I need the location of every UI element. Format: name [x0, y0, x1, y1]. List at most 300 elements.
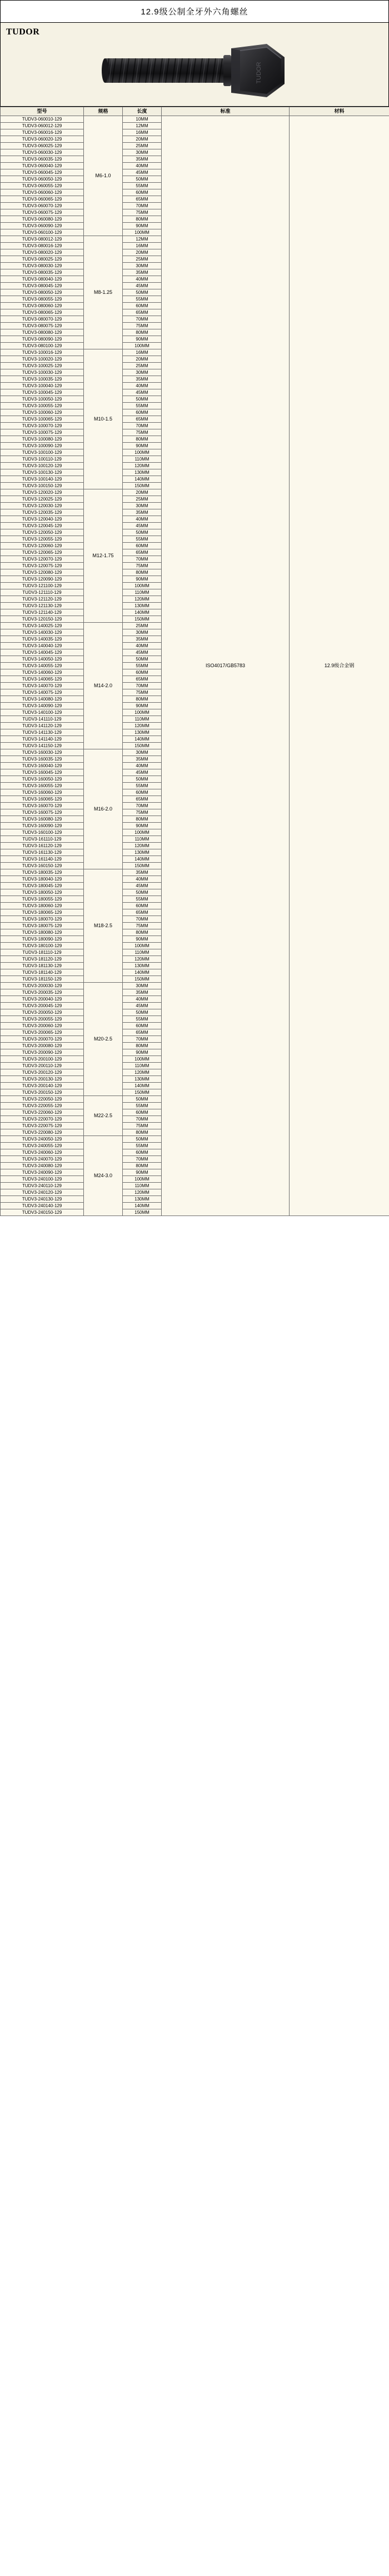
cell-model: TUDV3-181130-129	[1, 963, 84, 969]
cell-length: 65MM	[123, 196, 162, 203]
cell-model: TUDV3-080055-129	[1, 296, 84, 303]
cell-length: 130MM	[123, 849, 162, 856]
cell-spec: M24-3.0	[84, 1136, 123, 1216]
cell-model: TUDV3-200050-129	[1, 1009, 84, 1016]
cell-model: TUDV3-220075-129	[1, 1123, 84, 1129]
cell-spec: M20-2.5	[84, 983, 123, 1096]
cell-model: TUDV3-121100-129	[1, 583, 84, 589]
cell-length: 55MM	[123, 1143, 162, 1149]
cell-model: TUDV3-200100-129	[1, 1056, 84, 1063]
cell-model: TUDV3-220050-129	[1, 1096, 84, 1103]
cell-length: 70MM	[123, 316, 162, 323]
cell-length: 40MM	[123, 276, 162, 283]
cell-model: TUDV3-121120-129	[1, 596, 84, 603]
cell-length: 120MM	[123, 463, 162, 469]
cell-model: TUDV3-220055-129	[1, 1103, 84, 1109]
table-header-row	[1, 107, 389, 116]
cell-length: 70MM	[123, 423, 162, 429]
cell-model: TUDV3-140060-129	[1, 669, 84, 676]
cell-length: 30MM	[123, 629, 162, 636]
cell-model: TUDV3-060035-129	[1, 156, 84, 163]
cell-model: TUDV3-240090-129	[1, 1169, 84, 1176]
cell-model: TUDV3-200150-129	[1, 1089, 84, 1096]
cell-length: 100MM	[123, 229, 162, 236]
cell-length: 110MM	[123, 589, 162, 596]
cell-model: TUDV3-140035-129	[1, 636, 84, 643]
cell-model: TUDV3-100080-129	[1, 436, 84, 443]
cell-model: TUDV3-060025-129	[1, 143, 84, 149]
cell-length: 35MM	[123, 989, 162, 996]
cell-length: 150MM	[123, 976, 162, 983]
cell-length: 60MM	[123, 669, 162, 676]
cell-length: 55MM	[123, 896, 162, 903]
cell-length: 120MM	[123, 1189, 162, 1196]
cell-length: 140MM	[123, 476, 162, 483]
cell-model: TUDV3-140055-129	[1, 663, 84, 669]
cell-model: TUDV3-120025-129	[1, 496, 84, 503]
product-image-panel	[0, 22, 389, 107]
cell-model: TUDV3-160040-129	[1, 763, 84, 769]
cell-length: 30MM	[123, 503, 162, 509]
cell-length: 75MM	[123, 1123, 162, 1129]
cell-model: TUDV3-060045-129	[1, 169, 84, 176]
cell-model: TUDV3-120075-129	[1, 563, 84, 569]
cell-length: 50MM	[123, 1096, 162, 1103]
cell-length: 100MM	[123, 449, 162, 456]
cell-model: TUDV3-080100-129	[1, 343, 84, 349]
cell-length: 50MM	[123, 289, 162, 296]
cell-length: 55MM	[123, 403, 162, 409]
cell-length: 45MM	[123, 169, 162, 176]
cell-length: 60MM	[123, 903, 162, 909]
cell-model: TUDV3-121140-129	[1, 609, 84, 616]
cell-length: 40MM	[123, 996, 162, 1003]
column-header-length: 长度	[123, 107, 162, 116]
cell-length: 150MM	[123, 483, 162, 489]
cell-length: 50MM	[123, 176, 162, 183]
cell-model: TUDV3-100070-129	[1, 423, 84, 429]
cell-model: TUDV3-100040-129	[1, 383, 84, 389]
cell-length: 120MM	[123, 596, 162, 603]
cell-length: 40MM	[123, 876, 162, 883]
cell-length: 65MM	[123, 416, 162, 423]
cell-spec: M12-1.75	[84, 489, 123, 623]
cell-length: 120MM	[123, 723, 162, 729]
cell-length: 25MM	[123, 363, 162, 369]
cell-model: TUDV3-180055-129	[1, 896, 84, 903]
cell-model: TUDV3-181150-129	[1, 976, 84, 983]
cell-model: TUDV3-120070-129	[1, 556, 84, 563]
cell-model: TUDV3-180070-129	[1, 916, 84, 923]
column-header-standard: 标准	[162, 107, 290, 116]
cell-spec: M14-2.0	[84, 623, 123, 749]
cell-length: 90MM	[123, 1169, 162, 1176]
cell-standard: ISO4017/GB5783	[162, 116, 290, 1216]
cell-length: 75MM	[123, 809, 162, 816]
cell-length: 25MM	[123, 623, 162, 629]
cell-length: 60MM	[123, 1149, 162, 1156]
cell-length: 100MM	[123, 709, 162, 716]
cell-length: 130MM	[123, 1076, 162, 1083]
cell-model: TUDV3-200070-129	[1, 1036, 84, 1043]
specification-table	[0, 107, 389, 1216]
cell-length: 50MM	[123, 776, 162, 783]
cell-length: 70MM	[123, 203, 162, 209]
cell-model: TUDV3-200090-129	[1, 1049, 84, 1056]
cell-length: 50MM	[123, 656, 162, 663]
cell-model: TUDV3-080020-129	[1, 249, 84, 256]
cell-length: 60MM	[123, 189, 162, 196]
cell-length: 55MM	[123, 663, 162, 669]
cell-model: TUDV3-140080-129	[1, 696, 84, 703]
cell-length: 80MM	[123, 929, 162, 936]
cell-model: TUDV3-121110-129	[1, 589, 84, 596]
cell-model: TUDV3-080075-129	[1, 323, 84, 329]
cell-model: TUDV3-141110-129	[1, 716, 84, 723]
cell-length: 90MM	[123, 936, 162, 943]
cell-length: 80MM	[123, 1129, 162, 1136]
cell-length: 45MM	[123, 649, 162, 656]
cell-model: TUDV3-120020-129	[1, 489, 84, 496]
cell-length: 100MM	[123, 1176, 162, 1183]
cell-length: 60MM	[123, 789, 162, 796]
cell-length: 70MM	[123, 1156, 162, 1163]
cell-length: 110MM	[123, 836, 162, 843]
cell-model: TUDV3-100075-129	[1, 429, 84, 436]
cell-model: TUDV3-240055-129	[1, 1143, 84, 1149]
cell-length: 50MM	[123, 1009, 162, 1016]
cell-length: 55MM	[123, 783, 162, 789]
cell-model: TUDV3-140075-129	[1, 689, 84, 696]
cell-length: 40MM	[123, 383, 162, 389]
cell-model: TUDV3-161120-129	[1, 843, 84, 849]
cell-length: 30MM	[123, 749, 162, 756]
cell-model: TUDV3-200060-129	[1, 1023, 84, 1029]
cell-model: TUDV3-240080-129	[1, 1163, 84, 1169]
cell-model: TUDV3-060060-129	[1, 189, 84, 196]
cell-length: 75MM	[123, 563, 162, 569]
cell-model: TUDV3-160045-129	[1, 769, 84, 776]
cell-model: TUDV3-120045-129	[1, 523, 84, 529]
cell-length: 80MM	[123, 816, 162, 823]
cell-model: TUDV3-120030-129	[1, 503, 84, 509]
cell-spec: M22-2.5	[84, 1096, 123, 1136]
cell-model: TUDV3-181120-129	[1, 956, 84, 963]
cell-model: TUDV3-140065-129	[1, 676, 84, 683]
cell-length: 130MM	[123, 729, 162, 736]
cell-model: TUDV3-200045-129	[1, 1003, 84, 1009]
cell-length: 80MM	[123, 696, 162, 703]
cell-model: TUDV3-100060-129	[1, 409, 84, 416]
table-body	[1, 116, 389, 1216]
cell-model: TUDV3-060090-129	[1, 223, 84, 229]
cell-length: 140MM	[123, 969, 162, 976]
cell-model: TUDV3-200030-129	[1, 983, 84, 989]
cell-length: 120MM	[123, 843, 162, 849]
cell-model: TUDV3-060050-129	[1, 176, 84, 183]
cell-length: 100MM	[123, 943, 162, 949]
cell-length: 30MM	[123, 983, 162, 989]
cell-length: 80MM	[123, 436, 162, 443]
cell-length: 55MM	[123, 1103, 162, 1109]
cell-length: 130MM	[123, 963, 162, 969]
brand-label: TUDOR	[6, 27, 40, 37]
cell-model: TUDV3-100020-129	[1, 356, 84, 363]
cell-model: TUDV3-060080-129	[1, 216, 84, 223]
cell-length: 80MM	[123, 1043, 162, 1049]
cell-model: TUDV3-140070-129	[1, 683, 84, 689]
cell-length: 110MM	[123, 456, 162, 463]
cell-model: TUDV3-180065-129	[1, 909, 84, 916]
cell-model: TUDV3-200035-129	[1, 989, 84, 996]
cell-model: TUDV3-080065-129	[1, 309, 84, 316]
cell-model: TUDV3-140030-129	[1, 629, 84, 636]
cell-model: TUDV3-080040-129	[1, 276, 84, 283]
cell-model: TUDV3-180080-129	[1, 929, 84, 936]
cell-model: TUDV3-080060-129	[1, 303, 84, 309]
cell-length: 55MM	[123, 536, 162, 543]
cell-length: 60MM	[123, 303, 162, 309]
cell-model: TUDV3-100050-129	[1, 396, 84, 403]
cell-model: TUDV3-200140-129	[1, 1083, 84, 1089]
cell-length: 30MM	[123, 149, 162, 156]
cell-model: TUDV3-200120-129	[1, 1069, 84, 1076]
cell-model: TUDV3-160090-129	[1, 823, 84, 829]
cell-spec: M16-2.0	[84, 749, 123, 869]
cell-spec: M18-2.5	[84, 869, 123, 983]
cell-length: 65MM	[123, 676, 162, 683]
cell-length: 75MM	[123, 323, 162, 329]
cell-length: 25MM	[123, 143, 162, 149]
cell-model: TUDV3-220070-129	[1, 1116, 84, 1123]
cell-model: TUDV3-100120-129	[1, 463, 84, 469]
cell-model: TUDV3-100035-129	[1, 376, 84, 383]
cell-material: 12.9级合金钢	[290, 116, 389, 1216]
cell-length: 65MM	[123, 796, 162, 803]
cell-length: 45MM	[123, 769, 162, 776]
cell-length: 100MM	[123, 829, 162, 836]
cell-model: TUDV3-100030-129	[1, 369, 84, 376]
column-header-model: 型号	[1, 107, 84, 116]
cell-model: TUDV3-100025-129	[1, 363, 84, 369]
cell-model: TUDV3-180090-129	[1, 936, 84, 943]
cell-length: 35MM	[123, 756, 162, 763]
cell-length: 120MM	[123, 956, 162, 963]
cell-model: TUDV3-080090-129	[1, 336, 84, 343]
cell-model: TUDV3-100055-129	[1, 403, 84, 409]
cell-model: TUDV3-240060-129	[1, 1149, 84, 1156]
cell-length: 110MM	[123, 1183, 162, 1189]
cell-length: 40MM	[123, 163, 162, 169]
cell-length: 110MM	[123, 949, 162, 956]
cell-model: TUDV3-120090-129	[1, 576, 84, 583]
cell-length: 75MM	[123, 923, 162, 929]
cell-length: 25MM	[123, 496, 162, 503]
cell-model: TUDV3-060012-129	[1, 123, 84, 129]
cell-length: 130MM	[123, 469, 162, 476]
cell-model: TUDV3-140090-129	[1, 703, 84, 709]
cell-length: 60MM	[123, 409, 162, 416]
cell-model: TUDV3-141150-129	[1, 743, 84, 749]
column-header-material: 材料	[290, 107, 389, 116]
cell-model: TUDV3-141140-129	[1, 736, 84, 743]
cell-length: 16MM	[123, 129, 162, 136]
cell-model: TUDV3-060016-129	[1, 129, 84, 136]
cell-length: 50MM	[123, 1136, 162, 1143]
cell-length: 50MM	[123, 529, 162, 536]
cell-model: TUDV3-121130-129	[1, 603, 84, 609]
cell-length: 150MM	[123, 743, 162, 749]
cell-length: 45MM	[123, 389, 162, 396]
cell-model: TUDV3-240110-129	[1, 1183, 84, 1189]
cell-length: 140MM	[123, 1203, 162, 1209]
cell-length: 45MM	[123, 883, 162, 889]
cell-model: TUDV3-160065-129	[1, 796, 84, 803]
cell-model: TUDV3-100045-129	[1, 389, 84, 396]
cell-length: 35MM	[123, 269, 162, 276]
cell-model: TUDV3-100150-129	[1, 483, 84, 489]
bolt-illustration	[1, 37, 388, 104]
cell-model: TUDV3-220080-129	[1, 1129, 84, 1136]
cell-length: 20MM	[123, 136, 162, 143]
cell-length: 70MM	[123, 803, 162, 809]
cell-model: TUDV3-080025-129	[1, 256, 84, 263]
cell-model: TUDV3-140100-129	[1, 709, 84, 716]
cell-model: TUDV3-181140-129	[1, 969, 84, 976]
cell-model: TUDV3-200065-129	[1, 1029, 84, 1036]
cell-length: 35MM	[123, 869, 162, 876]
cell-length: 110MM	[123, 1063, 162, 1069]
cell-model: TUDV3-120150-129	[1, 616, 84, 623]
cell-length: 12MM	[123, 236, 162, 243]
cell-model: TUDV3-240140-129	[1, 1203, 84, 1209]
cell-length: 65MM	[123, 309, 162, 316]
cell-length: 150MM	[123, 1089, 162, 1096]
cell-model: TUDV3-160030-129	[1, 749, 84, 756]
cell-length: 50MM	[123, 889, 162, 896]
cell-length: 35MM	[123, 636, 162, 643]
cell-length: 65MM	[123, 549, 162, 556]
cell-length: 90MM	[123, 576, 162, 583]
cell-length: 90MM	[123, 703, 162, 709]
cell-length: 55MM	[123, 183, 162, 189]
cell-model: TUDV3-141130-129	[1, 729, 84, 736]
cell-model: TUDV3-080070-129	[1, 316, 84, 323]
cell-model: TUDV3-060010-129	[1, 116, 84, 123]
cell-length: 90MM	[123, 336, 162, 343]
cell-model: TUDV3-080050-129	[1, 289, 84, 296]
cell-length: 90MM	[123, 223, 162, 229]
cell-length: 16MM	[123, 243, 162, 249]
cell-model: TUDV3-160035-129	[1, 756, 84, 763]
cell-model: TUDV3-140050-129	[1, 656, 84, 663]
cell-model: TUDV3-120060-129	[1, 543, 84, 549]
cell-length: 150MM	[123, 1209, 162, 1216]
cell-length: 50MM	[123, 396, 162, 403]
cell-length: 60MM	[123, 1109, 162, 1116]
page-title: 12.9级公制全牙外六角螺丝	[0, 0, 389, 22]
cell-length: 40MM	[123, 643, 162, 649]
cell-model: TUDV3-180050-129	[1, 889, 84, 896]
cell-model: TUDV3-200055-129	[1, 1016, 84, 1023]
cell-length: 75MM	[123, 209, 162, 216]
cell-length: 25MM	[123, 256, 162, 263]
cell-length: 40MM	[123, 516, 162, 523]
cell-model: TUDV3-140045-129	[1, 649, 84, 656]
cell-model: TUDV3-080035-129	[1, 269, 84, 276]
cell-length: 100MM	[123, 1056, 162, 1063]
column-header-spec: 规格	[84, 107, 123, 116]
cell-length: 130MM	[123, 1196, 162, 1203]
cell-length: 150MM	[123, 863, 162, 869]
cell-model: TUDV3-160060-129	[1, 789, 84, 796]
cell-model: TUDV3-180060-129	[1, 903, 84, 909]
cell-model: TUDV3-240050-129	[1, 1136, 84, 1143]
table-row	[1, 116, 389, 123]
cell-spec: M6-1.0	[84, 116, 123, 236]
cell-model: TUDV3-240150-129	[1, 1209, 84, 1216]
cell-model: TUDV3-181110-129	[1, 949, 84, 956]
cell-model: TUDV3-060070-129	[1, 203, 84, 209]
cell-model: TUDV3-100016-129	[1, 349, 84, 356]
cell-length: 150MM	[123, 616, 162, 623]
cell-model: TUDV3-120050-129	[1, 529, 84, 536]
cell-model: TUDV3-140040-129	[1, 643, 84, 649]
cell-length: 70MM	[123, 1116, 162, 1123]
cell-model: TUDV3-160050-129	[1, 776, 84, 783]
cell-spec: M8-1.25	[84, 236, 123, 349]
cell-model: TUDV3-160055-129	[1, 783, 84, 789]
cell-model: TUDV3-240120-129	[1, 1189, 84, 1196]
cell-length: 30MM	[123, 263, 162, 269]
product-spec-page	[0, 0, 389, 1216]
cell-model: TUDV3-080030-129	[1, 263, 84, 269]
cell-model: TUDV3-160100-129	[1, 829, 84, 836]
cell-spec: M10-1.5	[84, 349, 123, 489]
cell-length: 60MM	[123, 543, 162, 549]
cell-length: 20MM	[123, 489, 162, 496]
cell-model: TUDV3-160150-129	[1, 863, 84, 869]
cell-model: TUDV3-100110-129	[1, 456, 84, 463]
cell-model: TUDV3-180075-129	[1, 923, 84, 929]
cell-model: TUDV3-120055-129	[1, 536, 84, 543]
cell-length: 90MM	[123, 823, 162, 829]
cell-model: TUDV3-080016-129	[1, 243, 84, 249]
cell-model: TUDV3-120080-129	[1, 569, 84, 576]
cell-model: TUDV3-200110-129	[1, 1063, 84, 1069]
cell-model: TUDV3-160070-129	[1, 803, 84, 809]
bolt-head-brand-text: TUDOR	[256, 62, 262, 84]
cell-model: TUDV3-180040-129	[1, 876, 84, 883]
cell-length: 60MM	[123, 1023, 162, 1029]
cell-model: TUDV3-240070-129	[1, 1156, 84, 1163]
cell-length: 35MM	[123, 509, 162, 516]
cell-model: TUDV3-160075-129	[1, 809, 84, 816]
cell-model: TUDV3-060030-129	[1, 149, 84, 156]
cell-length: 140MM	[123, 856, 162, 863]
cell-length: 80MM	[123, 569, 162, 576]
cell-length: 140MM	[123, 609, 162, 616]
cell-length: 70MM	[123, 556, 162, 563]
cell-length: 75MM	[123, 689, 162, 696]
cell-model: TUDV3-160080-129	[1, 816, 84, 823]
cell-model: TUDV3-080080-129	[1, 329, 84, 336]
cell-length: 35MM	[123, 156, 162, 163]
cell-length: 12MM	[123, 123, 162, 129]
cell-length: 80MM	[123, 216, 162, 223]
cell-length: 40MM	[123, 763, 162, 769]
cell-model: TUDV3-100065-129	[1, 416, 84, 423]
